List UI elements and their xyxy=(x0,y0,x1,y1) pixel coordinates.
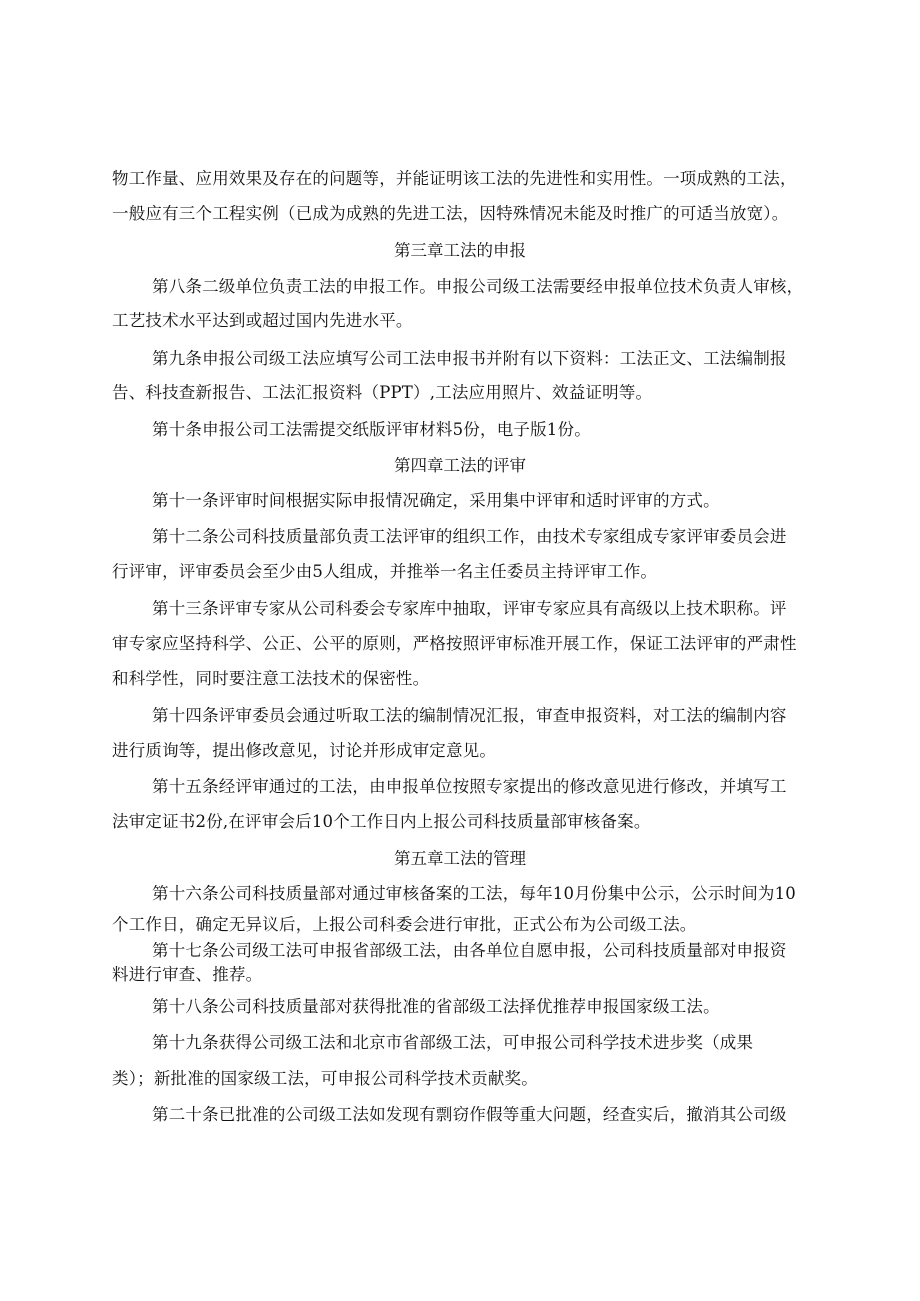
paragraph-line: 物工作量、应用效果及存在的问题等，并能证明该工法的先进性和实用性。一项成熟的工法， xyxy=(112,169,797,188)
paragraph-line: 和科学性，同时要注意工法技术的保密性。 xyxy=(112,669,430,688)
paragraph-line: 第十四条评审委员会通过听取工法的编制情况汇报，审查申报资料，对工法的编制内容 xyxy=(152,706,787,725)
paragraph-line: 法审定证书2份,在评审会后10个工作日内上报公司科技质量部审核备案。 xyxy=(112,812,651,831)
paragraph-line: 一般应有三个工程实例（已成为成熟的先进工法，因特殊情况未能及时推广的可适当放宽）。 xyxy=(112,204,789,223)
paragraph-line: 第十三条评审专家从公司科委会专家库中抽取，评审专家应具有高级以上技术职称。评 xyxy=(152,599,787,618)
paragraph-line: 第十一条评审时间根据实际申报情况确定，采用集中评审和适时评审的方式。 xyxy=(152,491,720,510)
paragraph-line: 第十九条获得公司级工法和北京市省部级工法，可申报公司科学技术进步奖（成果 xyxy=(152,1033,754,1052)
paragraph-line: 进行质询等，提出修改意见，讨论并形成审定意见。 xyxy=(112,741,497,760)
paragraph-line: 第十六条公司科技质量部对通过审核备案的工法，每年10月份集中公示，公示时间为10 xyxy=(152,884,796,903)
paragraph-line: 审专家应坚持科学、公正、公平的原则，严格按照评审标准开展工作，保证工法评审的严肃性 xyxy=(112,634,797,653)
chapter-heading: 第三章工法的申报 xyxy=(394,241,526,260)
paragraph-line: 个工作日，确定无异议后，上报公司科委会进行审批，正式公布为公司级工法。 xyxy=(112,915,697,934)
paragraph-line: 第十八条公司科技质量部对获得批准的省部级工法择优推荐申报国家级工法。 xyxy=(152,997,720,1016)
chapter-heading: 第五章工法的管理 xyxy=(394,849,526,868)
paragraph-line: 第九条申报公司级工法应填写公司工法申报书并附有以下资料：工法正文、工法编制报 xyxy=(152,349,787,368)
paragraph-line: 告、科技查新报告、工法汇报资料（PPT）,工法应用照片、效益证明等。 xyxy=(112,383,653,402)
paragraph-line: 第二十条已批准的公司级工法如发现有剽窃作假等重大问题，经查实后，撤消其公司级 xyxy=(152,1105,787,1124)
paragraph-line: 行评审，评审委员会至少由5人组成，并推举一名主任委员主持评审工作。 xyxy=(112,562,658,581)
paragraph-line: 第十二条公司科技质量部负责工法评审的组织工作，由技术专家组成专家评审委员会进 xyxy=(152,527,787,546)
paragraph-line: 料进行审查、推荐。 xyxy=(112,965,263,984)
paragraph-line: 第十条申报公司工法需提交纸版评审材料5份，电子版1份。 xyxy=(152,420,591,439)
paragraph-line: 第十七条公司级工法可申报省部级工法，由各单位自愿申报，公司科技质量部对申报资 xyxy=(152,941,787,960)
chapter-heading: 第四章工法的评审 xyxy=(394,456,526,475)
paragraph-line: 类）；新批准的国家级工法，可申报公司科学技术贡献奖。 xyxy=(112,1069,538,1088)
paragraph-line: 第八条二级单位负责工法的申报工作。申报公司级工法需要经申报单位技术负责人审核， xyxy=(152,277,804,296)
paragraph-line: 工艺技术水平达到或超过国内先进水平。 xyxy=(112,311,413,330)
paragraph-line: 第十五条经评审通过的工法，由申报单位按照专家提出的修改意见进行修改，并填写工 xyxy=(152,777,787,796)
